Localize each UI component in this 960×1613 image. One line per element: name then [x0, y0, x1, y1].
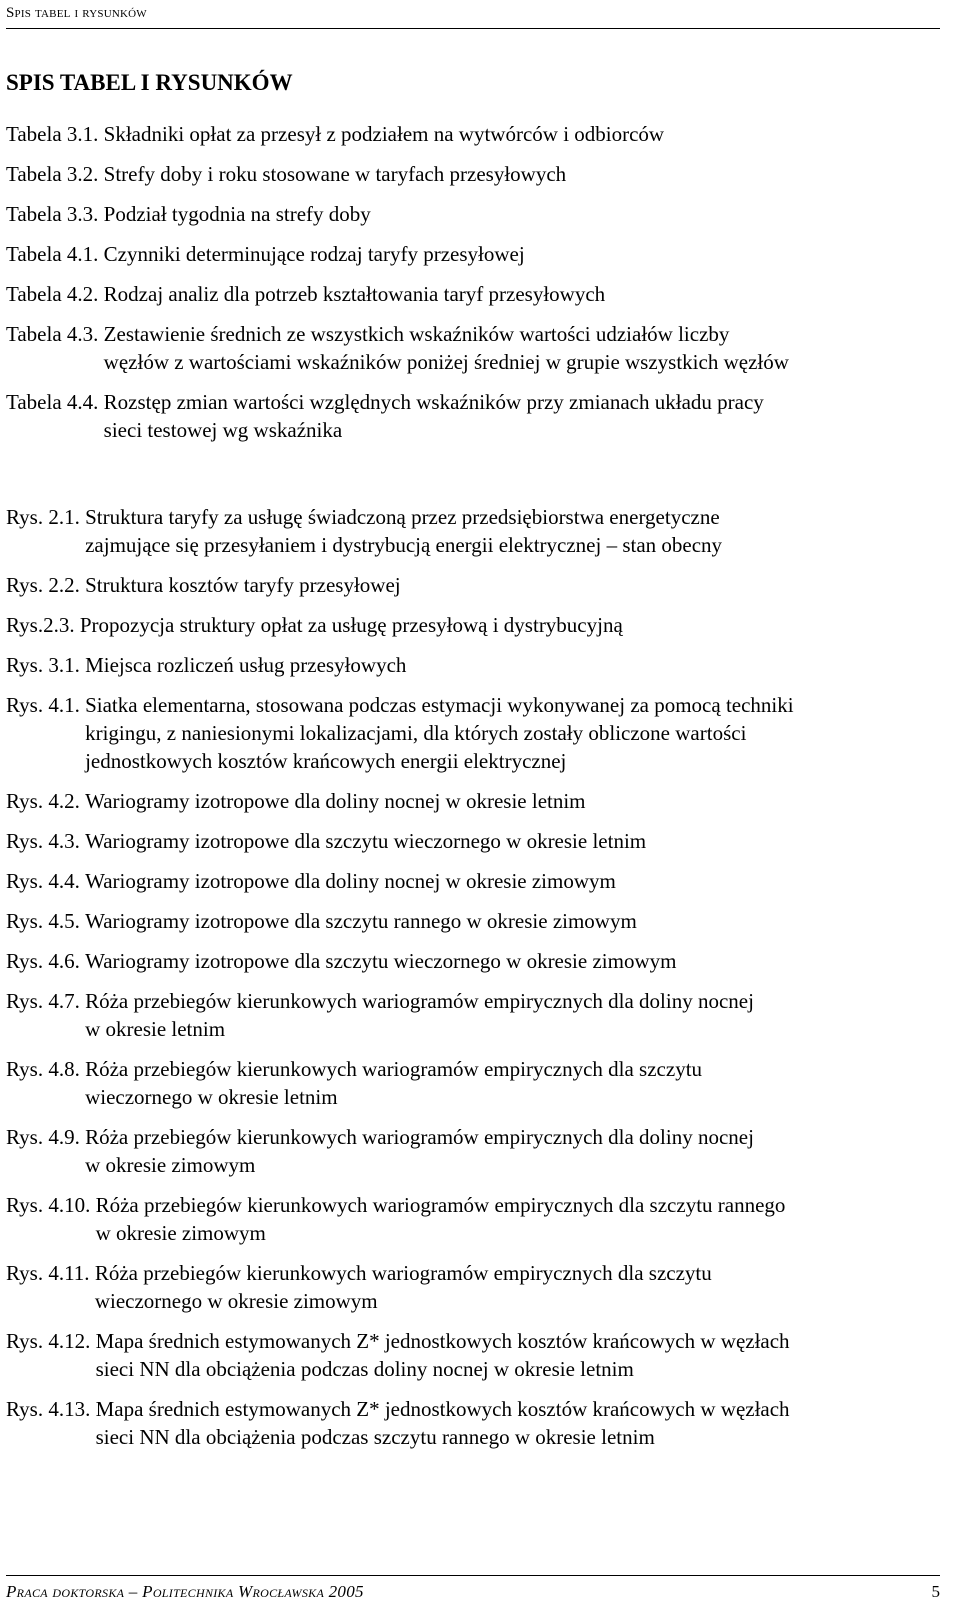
footer-text: Praca doktorska – Politechnika Wrocławska 2005	[6, 1582, 364, 1601]
figure-entry	[6, 1191, 946, 1247]
figure-caption-line: Propozycja struktury opłat za usługę przesyłową i dystrybucyjną	[79, 613, 623, 637]
table-label: Tabela 3.2.	[6, 162, 104, 186]
figure-caption-line: Róża przebiegów kierunkowych wariogramów empirycznych dla szczytu	[85, 1057, 703, 1081]
figure-caption-line: Wariogramy izotropowe dla szczytu wieczornego w okresie zimowym	[85, 949, 677, 973]
figure-caption-line: Wariogramy izotropowe dla szczytu wieczornego w okresie letnim	[85, 829, 647, 853]
table-caption-line: Rodzaj analiz dla potrzeb kształtowania taryf przesyłowych	[103, 282, 606, 306]
figure-entry	[6, 947, 946, 975]
figure-entry	[6, 651, 946, 679]
table-entry	[6, 388, 946, 444]
table-caption-line: Zestawienie średnich ze wszystkich wskaźników wartości udziałów liczby	[103, 322, 730, 346]
figure-label: Rys. 4.4.	[6, 869, 86, 893]
figure-caption-line: Róża przebiegów kierunkowych wariogramów empirycznych dla szczytu rannego	[95, 1193, 786, 1217]
figure-caption-line: Róża przebiegów kierunkowych wariogramów empirycznych dla doliny nocnej	[85, 1125, 754, 1149]
table-caption	[104, 200, 371, 228]
figure-caption	[85, 907, 637, 935]
figure-caption-line: w okresie zimowym	[95, 1221, 266, 1245]
table-label: Tabela 4.3.	[6, 322, 104, 346]
figure-caption-line: wieczornego w okresie letnim	[85, 1085, 338, 1109]
figure-label: Rys. 4.9.	[6, 1125, 86, 1149]
figure-label: Rys. 4.12.	[6, 1329, 96, 1353]
table-label: Tabela 4.2.	[6, 282, 104, 306]
figure-caption	[96, 1327, 790, 1383]
figure-label: Rys. 4.2.	[6, 789, 86, 813]
table-caption	[104, 240, 525, 268]
figure-entry	[6, 1123, 946, 1179]
table-caption-line: węzłów z wartościami wskaźników poniżej średniej w grupie wszystkich węzłów	[103, 350, 789, 374]
figure-caption-line: wieczornego w okresie zimowym	[94, 1289, 378, 1313]
figure-label: Rys. 4.11.	[6, 1261, 95, 1285]
figure-caption	[85, 691, 794, 775]
table-caption	[104, 160, 566, 188]
figure-caption	[85, 503, 722, 559]
figure-caption	[85, 827, 646, 855]
table-entry	[6, 240, 946, 268]
table-caption-line: Podział tygodnia na strefy doby	[103, 202, 371, 226]
table-entry	[6, 160, 946, 188]
figure-entry	[6, 571, 946, 599]
figure-label: Rys. 2.1.	[6, 505, 86, 529]
table-caption	[104, 320, 789, 376]
figure-caption	[85, 651, 406, 679]
figure-entry	[6, 827, 946, 855]
figure-caption	[95, 1259, 712, 1315]
table-entry	[6, 280, 946, 308]
table-label: Tabela 3.3.	[6, 202, 104, 226]
figure-caption	[85, 1055, 702, 1111]
figure-entry	[6, 691, 946, 775]
figure-label: Rys. 4.5.	[6, 909, 86, 933]
figure-caption-line: Wariogramy izotropowe dla doliny nocnej w okresie zimowym	[85, 869, 616, 893]
table-caption-line: Składniki opłat za przesył z podziałem na wytwórców i odbiorców	[103, 122, 665, 146]
table-label: Tabela 4.4.	[6, 390, 104, 414]
figure-caption-line: Mapa średnich estymowanych Z* jednostkowych kosztów krańcowych w węzłach	[95, 1397, 790, 1421]
table-label: Tabela 4.1.	[6, 242, 104, 266]
table-caption	[104, 388, 764, 444]
figure-caption-line: Miejsca rozliczeń usług przesyłowych	[85, 653, 407, 677]
figure-caption-line: w okresie letnim	[85, 1017, 226, 1041]
figure-entry	[6, 987, 946, 1043]
table-caption	[104, 120, 664, 148]
figure-caption	[85, 867, 616, 895]
figure-caption-line: w okresie zimowym	[85, 1153, 256, 1177]
figure-caption	[85, 1123, 754, 1179]
page-number: 5	[931, 1582, 940, 1601]
figure-caption-line: Róża przebiegów kierunkowych wariogramów empirycznych dla doliny nocnej	[85, 989, 754, 1013]
figure-caption-line: Róża przebiegów kierunkowych wariogramów empirycznych dla szczytu	[94, 1261, 712, 1285]
figure-entry	[6, 611, 946, 639]
figure-label: Rys. 4.7.	[6, 989, 86, 1013]
figure-caption-line: krigingu, z naniesionymi lokalizacjami, dla których zostały obliczone wartości	[85, 721, 747, 745]
figure-caption-line: Siatka elementarna, stosowana podczas estymacji wykonywanej za pomocą techniki	[85, 693, 794, 717]
figure-caption	[96, 1191, 786, 1247]
figure-caption-line: Wariogramy izotropowe dla szczytu rannego w okresie zimowym	[85, 909, 637, 933]
figure-label: Rys. 4.3.	[6, 829, 86, 853]
page-title: SPIS TABEL I RYSUNKÓW	[6, 70, 293, 95]
figure-caption-line: Wariogramy izotropowe dla doliny nocnej w okresie letnim	[85, 789, 586, 813]
figure-label: Rys. 4.1.	[6, 693, 86, 717]
figure-caption-line: sieci NN dla obciążenia podczas doliny nocnej w okresie letnim	[95, 1357, 634, 1381]
page-footer	[6, 1575, 940, 1604]
figure-label: Rys. 4.13.	[6, 1397, 96, 1421]
table-caption-line: Strefy doby i roku stosowane w taryfach przesyłowych	[103, 162, 567, 186]
figure-entry	[6, 1395, 946, 1451]
figure-caption-line: sieci NN dla obciążenia podczas szczytu rannego w okresie letnim	[95, 1425, 655, 1449]
figure-caption-line: zajmujące się przesyłaniem i dystrybucją energii elektrycznej – stan obecny	[85, 533, 723, 557]
figure-caption	[85, 987, 754, 1043]
figure-caption-line: jednostkowych kosztów krańcowych energii elektrycznej	[85, 749, 567, 773]
figure-caption	[85, 571, 401, 599]
figure-caption-line: Struktura taryfy za usługę świadczoną przez przedsiębiorstwa energetyczne	[85, 505, 720, 529]
figure-entry	[6, 503, 946, 559]
figure-entry	[6, 787, 946, 815]
figures-list	[6, 503, 946, 1463]
figure-entry	[6, 1259, 946, 1315]
figure-entry	[6, 1055, 946, 1111]
figure-label: Rys.2.3.	[6, 613, 80, 637]
running-header	[6, 2, 940, 29]
figure-label: Rys. 3.1.	[6, 653, 86, 677]
figure-caption	[96, 1395, 790, 1451]
table-caption	[104, 280, 605, 308]
figure-label: Rys. 4.10.	[6, 1193, 96, 1217]
figure-label: Rys. 2.2.	[6, 573, 86, 597]
figure-label: Rys. 4.6.	[6, 949, 86, 973]
figure-caption	[85, 787, 585, 815]
table-entry	[6, 200, 946, 228]
table-caption-line: Rozstęp zmian wartości względnych wskaźników przy zmianach układu pracy	[103, 390, 764, 414]
table-label: Tabela 3.1.	[6, 122, 104, 146]
figure-caption-line: Struktura kosztów taryfy przesyłowej	[85, 573, 401, 597]
figure-entry	[6, 1327, 946, 1383]
running-title: Spis tabel i rysunków	[6, 5, 147, 21]
figure-label: Rys. 4.8.	[6, 1057, 86, 1081]
tables-list	[6, 120, 946, 456]
table-caption-line: Czynniki determinujące rodzaj taryfy przesyłowej	[103, 242, 525, 266]
figure-entry	[6, 867, 946, 895]
figure-caption-line: Mapa średnich estymowanych Z* jednostkowych kosztów krańcowych w węzłach	[95, 1329, 790, 1353]
table-entry	[6, 120, 946, 148]
figure-entry	[6, 907, 946, 935]
figure-caption	[80, 611, 623, 639]
table-caption-line: sieci testowej wg wskaźnika	[103, 418, 343, 442]
figure-caption	[85, 947, 676, 975]
table-entry	[6, 320, 946, 376]
